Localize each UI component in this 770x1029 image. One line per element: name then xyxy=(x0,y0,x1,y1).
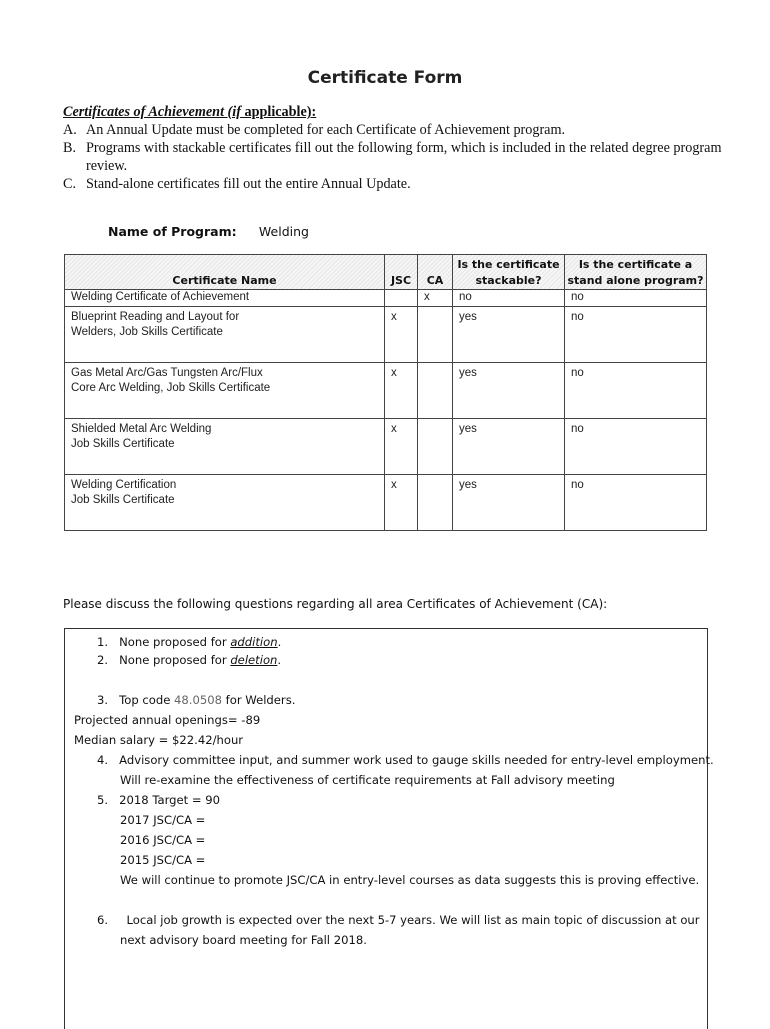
certificates-table xyxy=(64,254,707,531)
answer-item-6-continued: next advisory board meeting for Fall 2018. xyxy=(120,933,367,947)
answer-item-6: 6. Local job growth is expected over the next 5-7 years. We will list as main topic of discussion at our xyxy=(97,913,700,927)
instructions xyxy=(63,103,723,193)
header-ca: CA xyxy=(418,255,453,290)
answer-item-3: 3. Top code 48.0508 for Welders. xyxy=(97,693,296,707)
header-stackable: Is the certificate stackable? xyxy=(453,255,565,290)
table-row: Welding Certification Job Skills Certificate x yes no xyxy=(65,475,707,531)
program-name-label: Name of Program: xyxy=(108,224,237,239)
header-stand-alone: Is the certificate a stand alone program? xyxy=(565,255,707,290)
table-row: Gas Metal Arc/Gas Tungsten Arc/Flux Core Arc Welding, Job Skills Certificate x yes no xyxy=(65,363,707,419)
answer-item-5-note: We will continue to promote JSC/CA in entry-level courses as data suggests this is proving effective. xyxy=(120,873,700,887)
answer-item-2: 2. None proposed for deletion. xyxy=(97,653,282,667)
jsc-ca-2016: 2016 JSC/CA = xyxy=(120,833,206,847)
page-title: Certificate Form xyxy=(307,68,463,88)
jsc-ca-2015: 2015 JSC/CA = xyxy=(120,853,206,867)
answer-item-1: 1. None proposed for addition. xyxy=(97,635,282,649)
header-jsc: JSC xyxy=(385,255,418,290)
answer-item-4-continued: Will re-examine the effectiveness of certificate requirements at Fall advisory meeting xyxy=(120,773,615,787)
jsc-ca-2017: 2017 JSC/CA = xyxy=(120,813,206,827)
header-certificate-name: Certificate Name xyxy=(65,255,385,290)
table-row: Blueprint Reading and Layout for Welders, Job Skills Certificate x yes no xyxy=(65,307,707,363)
instruction-item: B. Programs with stackable certificates fill out the following form, which is included in the related degree program review. xyxy=(63,140,722,174)
program-name-row xyxy=(108,224,309,240)
table-row: Welding Certificate of Achievement x no no xyxy=(65,290,707,307)
discussion-prompt: Please discuss the following questions regarding all area Certificates of Achievement (CA): xyxy=(63,597,608,611)
answer-item-4: 4. Advisory committee input, and summer work used to gauge skills needed for entry-level employment. xyxy=(97,753,714,767)
median-salary: Median salary = $22.42/hour xyxy=(74,733,244,747)
table-header-row xyxy=(65,255,707,290)
instruction-item: C. Stand-alone certificates fill out the entire Annual Update. xyxy=(63,176,411,192)
instruction-item: A. An Annual Update must be completed for each Certificate of Achievement program. xyxy=(63,122,566,138)
answer-item-5: 5. 2018 Target = 90 xyxy=(97,793,221,807)
discussion-answer-box xyxy=(64,628,714,1029)
table-row: Shielded Metal Arc Welding Job Skills Certificate x yes no xyxy=(65,419,707,475)
program-name-value: Welding xyxy=(258,224,309,239)
instructions-heading: Certificates of Achievement (if applicable): xyxy=(63,104,317,120)
projected-openings: Projected annual openings= -89 xyxy=(74,713,261,727)
